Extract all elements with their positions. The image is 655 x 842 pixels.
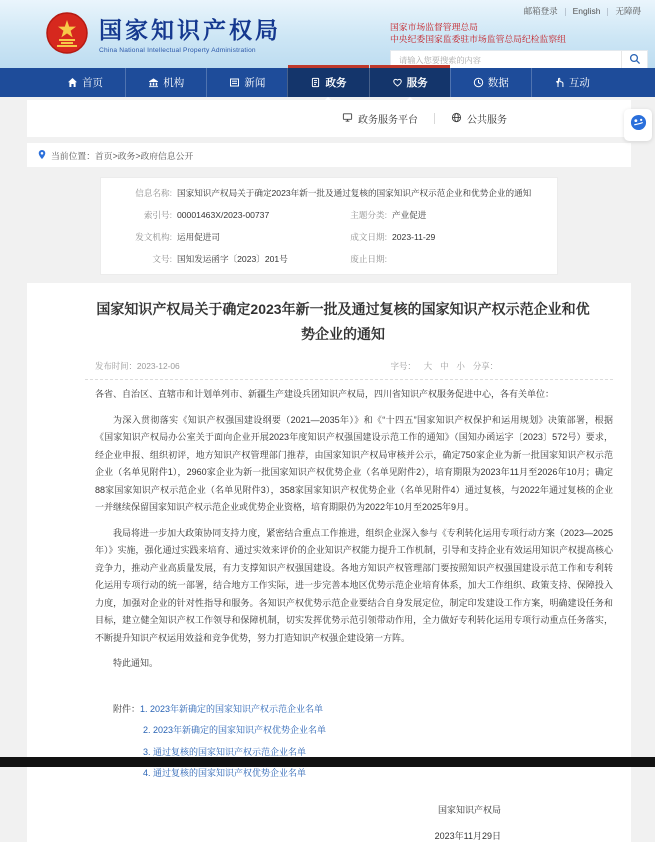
news-icon <box>229 77 240 88</box>
share-label: 分享： <box>472 361 498 371</box>
search-icon <box>629 53 641 68</box>
agency-name: 国家知识产权局 <box>99 17 281 43</box>
subnav-card <box>27 100 631 137</box>
interaction-icon <box>554 77 565 88</box>
article-meta-row <box>95 360 613 372</box>
info-issuer-value: 运用促进司 <box>177 232 220 242</box>
font-size-large-button[interactable]: 大 <box>423 361 433 371</box>
article-paragraph: 我局将进一步加大政策协同支持力度，紧密结合重点工作推进，组织企业深入参与《专利转化运用专项行动方案（2023—2025年）》实施，强化通过实践来培育、通过实效来评价的企业知识产权能力提升工作机制，引导和支持企业有效运用知识产权提高核心竞争力，推动产业高质量发展，有力支撑知识产权强国建设。各地方知识产权管理部门要按照知识产权强国建设示范工作和专利转化运用专项行动的统一部署，结合地方工作实际，进一步完善本地区优势示范企业培育体系，加大工作组织、政策支持、保障投入力度，加强对企业的针对性指导和服务。各知识产权优势示范企业要结合自身发展定位，制定印发建设工作方案，明确建设任务和目标，建立健全知识产权工作领导和保障机制，切实发挥优势示范引领带动作用，全力做好专利转化运用专项行动重点任务落实，不断提升知识产权运用效益和竞争优势，努力打造知识产权强企建设第一方阵。 <box>95 527 613 643</box>
english-link[interactable]: English <box>572 6 601 16</box>
info-date-label: 成文日期: <box>350 232 387 242</box>
info-repeal-label: 废止日期: <box>350 254 387 264</box>
header-right <box>390 5 648 70</box>
nav-item-gov-affairs[interactable]: 政务 <box>287 68 368 97</box>
signature-block <box>95 803 613 842</box>
nav-item-institution[interactable]: 机构 <box>125 68 206 97</box>
article-title: 国家知识产权局关于确定2023年新一批及通过复核的国家知识产权示范企业和优势企业的通知 <box>96 301 590 342</box>
national-emblem-logo <box>46 12 88 54</box>
search-input[interactable] <box>391 56 621 65</box>
gov-service-platform-link[interactable]: 政务服务平台 <box>342 111 418 126</box>
share-float-button[interactable] <box>624 109 652 141</box>
font-size-medium-button[interactable]: 中 <box>440 361 449 371</box>
info-docno-value: 国知发运函字〔2023〕201号 <box>177 254 288 264</box>
attachment-link-1[interactable]: 1. 2023年新确定的国家知识产权示范企业名单 <box>140 703 324 714</box>
site-header <box>0 0 655 68</box>
attachment-link-2[interactable]: 2. 2023年新确定的国家知识产权优势企业名单 <box>143 725 327 735</box>
related-links <box>390 22 648 45</box>
discipline-inspection-link[interactable]: 中央纪委国家监委驻市场监管总局纪检监察组 <box>390 33 566 44</box>
gov-affairs-icon <box>310 77 321 88</box>
info-issuer-label: 发文机构: <box>135 232 172 242</box>
public-service-link[interactable]: 公共服务 <box>451 111 507 126</box>
signer: 国家知识产权局 <box>437 804 501 815</box>
location-pin-icon <box>37 149 51 162</box>
nav-item-data[interactable]: 数据 <box>450 68 531 97</box>
article-body <box>95 386 613 673</box>
institution-icon <box>148 77 159 88</box>
nav-item-home[interactable]: 首页 <box>45 68 125 97</box>
attachments-label: 附件： <box>113 703 141 714</box>
agency-logo-block[interactable] <box>46 12 281 54</box>
font-size-label: 字号： <box>390 361 416 371</box>
breadcrumb-path[interactable]: 首页>政务>政府信息公开 <box>95 150 194 161</box>
accessibility-link[interactable]: 无障碍 <box>615 6 641 16</box>
article-paragraph: 为深入贯彻落实《知识产权强国建设纲要（2021—2035年）》和《“十四五”国家知识产权保护和运用规划》决策部署，根据《国家知识产权局办公室关于面向企业开展2023年度知识产权强国建设示范工作的通知》（国知办函运字〔2023〕572号）要求，经企业申报、组织初评，地方知识产权管理部门推荐，由国家知识产权局审核并公示，确定750家企业为新一批国家知识产权示范企业（名单见附件1），2960家企业为新一批国家知识产权优势企业（名单见附件2），培育期限为2023年11月至2026年10月；确定88家国家知识产权示范企业（名单见附件3），358家国家知识产权优势企业（名单见附件4）通过复核，与2022年通过复核的企业一并继续保留国家知识产权示范企业或优势企业资格，培育期限仍为2022年10月至2025年9月。 <box>95 414 613 512</box>
article-paragraph: 特此通知。 <box>113 658 159 668</box>
samr-link[interactable]: 国家市场监督管理总局 <box>390 22 478 32</box>
info-category-value: 产业促进 <box>392 210 427 220</box>
divider <box>434 113 435 124</box>
sign-date: 2023年11月29日 <box>434 830 501 841</box>
document-info-table <box>100 177 558 275</box>
attachment-link-4[interactable]: 4. 通过复核的国家知识产权优势企业名单 <box>143 768 307 778</box>
info-category-label: 主题分类: <box>350 210 387 220</box>
content-column <box>27 100 631 842</box>
publish-time-value: 2023-12-06 <box>136 361 180 371</box>
mail-login-link[interactable]: 邮箱登录 <box>523 6 558 16</box>
monitor-icon <box>342 112 358 126</box>
info-docno-label: 文号: <box>152 254 172 264</box>
breadcrumb <box>27 143 631 167</box>
share-icon <box>630 114 647 136</box>
publish-time-label: 发布时间： <box>95 361 137 371</box>
nav-item-service[interactable]: 服务 <box>369 68 450 97</box>
attachments-list <box>95 699 613 785</box>
nav-item-interaction[interactable]: 互动 <box>531 68 612 97</box>
data-icon <box>473 77 484 88</box>
font-size-small-button[interactable]: 小 <box>456 361 465 371</box>
nav-item-news[interactable]: 新闻 <box>206 68 287 97</box>
info-index-value: 00001463X/2023-00737 <box>177 210 270 220</box>
agency-name-en: China National Intellectual Property Administration <box>99 47 256 54</box>
divider <box>85 379 613 380</box>
info-name-value: 国家知识产权局关于确定2023年新一批及通过复核的国家知识产权示范企业和优势企业的通知 <box>177 188 532 198</box>
info-index-label: 索引号: <box>143 210 172 220</box>
info-date-value: 2023-11-29 <box>392 232 436 242</box>
breadcrumb-prefix: 当前位置： <box>51 150 95 161</box>
search-button[interactable] <box>621 51 647 69</box>
globe-icon <box>451 112 467 126</box>
footer-bar <box>0 757 655 767</box>
article-paragraph: 各省、自治区、直辖市和计划单列市、新疆生产建设兵团知识产权局，四川省知识产权服务促进中心，各有关单位： <box>95 389 555 399</box>
service-icon <box>392 77 403 88</box>
attachment-link-3[interactable]: 3. 通过复核的国家知识产权示范企业名单 <box>143 746 307 757</box>
home-icon <box>67 77 78 88</box>
info-name-label: 信息名称: <box>135 188 172 198</box>
top-links <box>390 5 648 17</box>
main-nav <box>0 68 655 97</box>
